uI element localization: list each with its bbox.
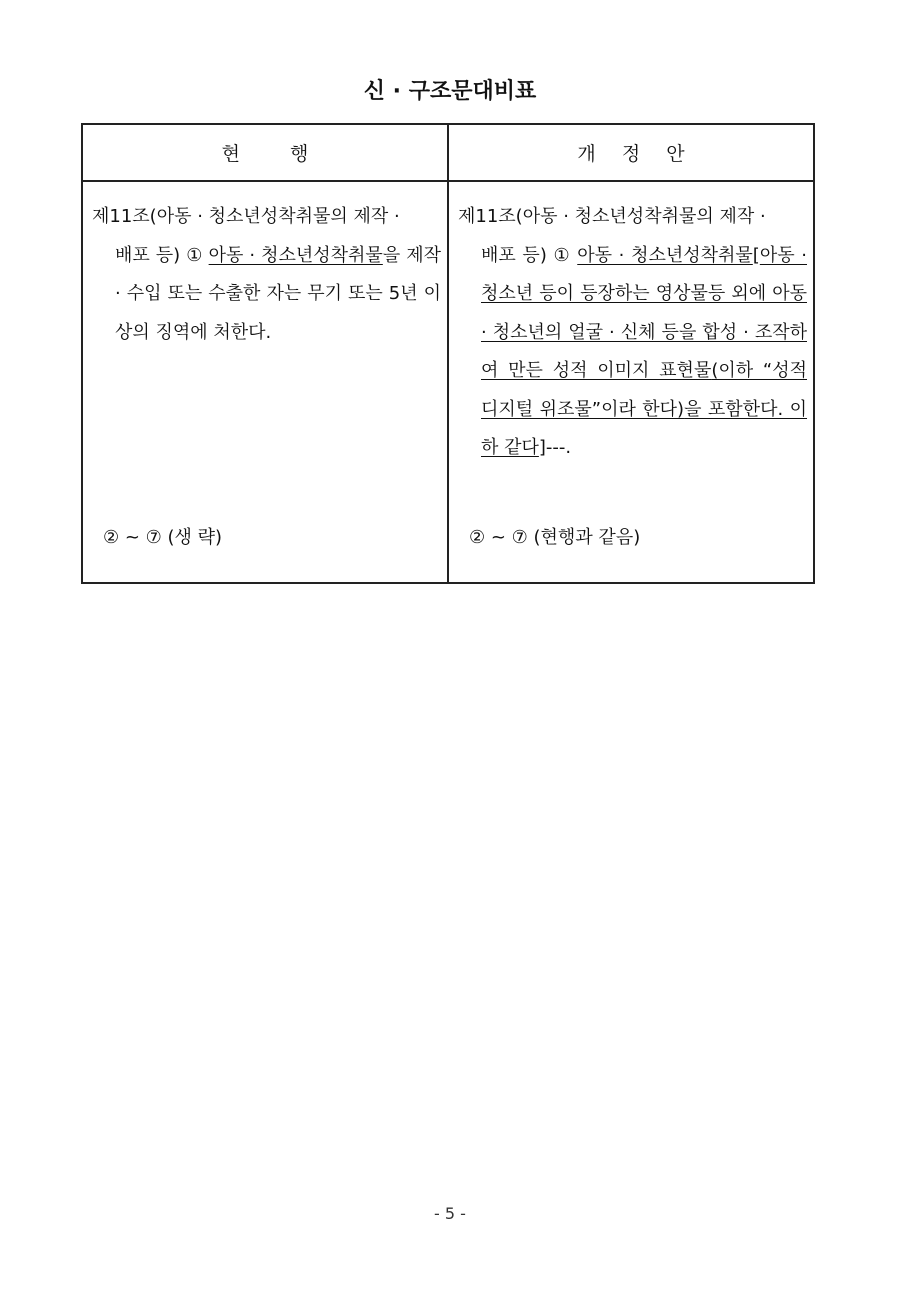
current-body-plain2: 을 제작 · 수입 또는 수출한 자는 무기 또는 5년 이상의 징역에 처한다. bbox=[115, 244, 441, 343]
revised-body-underlined2: 아동 · 청소년 등이 등장하는 영상물등 외에 아동 · 청소년의 얼굴 · 신체 등을 합성 · 조작하여 만든 성적 이미지 표현물 bbox=[481, 244, 807, 381]
cell-current bbox=[82, 181, 448, 583]
page-number: - 5 - bbox=[434, 1204, 466, 1223]
revised-body-underlined3: (이하 “성적 디지털 위조물”이라 한다) bbox=[481, 360, 808, 420]
revised-same-note: ② ~ ⑦ (현행과 같음) bbox=[469, 527, 641, 548]
header-current bbox=[82, 124, 448, 181]
current-body-plain1: 배포 등) ① bbox=[115, 244, 209, 266]
header-revised bbox=[448, 124, 814, 181]
page-title: 신 · 구조문대비표 bbox=[363, 79, 537, 104]
table-header-row bbox=[82, 124, 814, 181]
revised-article-text bbox=[458, 198, 807, 468]
revised-article-body bbox=[458, 237, 807, 468]
cell-revised bbox=[448, 181, 814, 583]
table-body-row bbox=[82, 181, 814, 583]
current-omitted-note: ② ~ ⑦ (생 략) bbox=[103, 527, 223, 548]
revised-body-underlined1: 아동 · 청소년성착취물 bbox=[577, 244, 753, 266]
current-body-underlined: 아동 · 청소년성착취물 bbox=[208, 244, 383, 266]
header-revised-label: 개 정 안 bbox=[577, 143, 695, 165]
current-article-heading: 제11조(아동 · 청소년성착취물의 제작 · bbox=[92, 206, 400, 227]
revised-article-heading: 제11조(아동 · 청소년성착취물의 제작 · bbox=[458, 206, 766, 227]
revised-bracket-close: ]---. bbox=[538, 437, 572, 458]
header-current-label: 현 행 bbox=[221, 143, 331, 165]
revised-body-underlined4: 을 포함한다. 이하 같다 bbox=[481, 398, 808, 458]
current-article-text bbox=[92, 198, 441, 352]
current-article-body bbox=[92, 237, 441, 353]
revised-bracket-open: [ bbox=[752, 244, 760, 266]
revised-body-plain1: 배포 등) ① bbox=[481, 244, 578, 266]
comparison-table bbox=[81, 123, 815, 584]
